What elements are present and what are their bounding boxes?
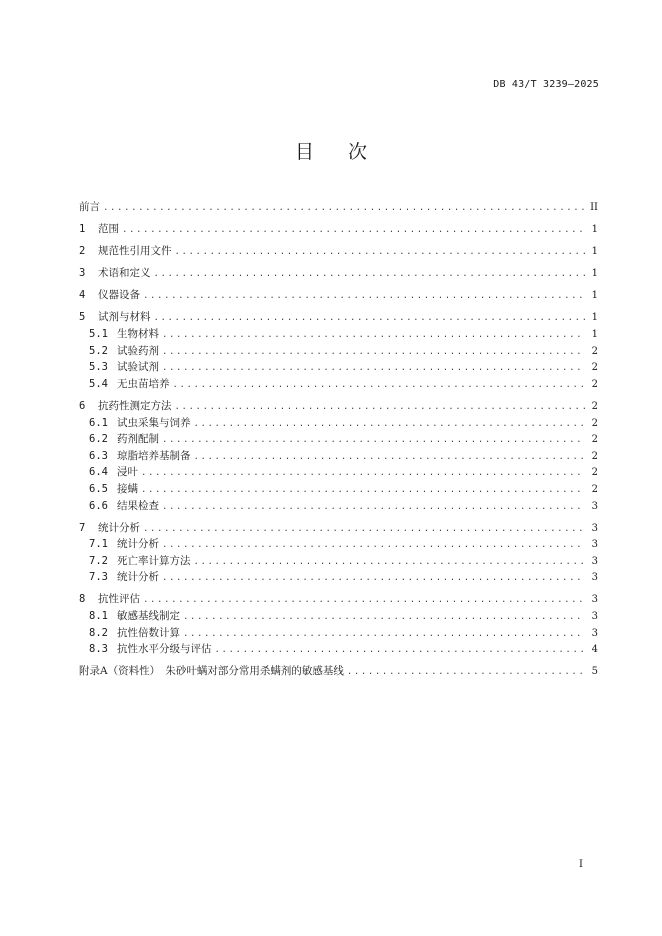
toc-entry-number: 6.3 — [89, 449, 108, 462]
toc-entry-number: 5.4 — [89, 377, 108, 390]
toc-entry-page: 1 — [591, 329, 598, 341]
toc-dot-leader — [175, 244, 586, 261]
toc-entry-number: 8.1 — [89, 610, 108, 623]
toc-entry-number: 6.2 — [89, 433, 108, 446]
toc-dot-leader — [122, 222, 585, 239]
toc-dot-leader — [154, 310, 586, 327]
toc-subentry[interactable] — [79, 608, 598, 625]
page-title: 目次 — [294, 141, 401, 163]
toc-entry-page: 3 — [591, 539, 598, 551]
toc-entry[interactable] — [79, 309, 598, 326]
toc-entry-page: 4 — [591, 644, 598, 656]
toc-entry-number: 2 — [79, 245, 86, 258]
toc-entry-page: 2 — [591, 417, 598, 429]
toc-dot-leader — [162, 499, 585, 516]
toc-entry-label: 结果检查 — [117, 499, 159, 512]
toc-entry-number: 8.2 — [89, 626, 108, 639]
toc-dot-leader — [347, 664, 585, 681]
toc-entry[interactable] — [79, 591, 598, 608]
toc-entry-number: 6.5 — [89, 482, 108, 495]
toc-entry-number: 6.4 — [89, 466, 108, 479]
toc-dot-leader — [162, 360, 585, 377]
toc-entry-label: 试剂与材料 — [98, 311, 151, 324]
toc-entry[interactable] — [79, 398, 598, 415]
toc-dot-leader — [162, 537, 585, 554]
toc-entry-label: 试验药剂 — [117, 344, 159, 357]
toc-subentry[interactable] — [79, 359, 598, 376]
toc-entry[interactable] — [79, 265, 598, 282]
page-number: I — [579, 859, 583, 870]
toc-entry-label: 试虫采集与饲养 — [117, 416, 191, 429]
toc-entry-page: 3 — [591, 500, 598, 512]
toc-dot-leader — [162, 327, 585, 344]
toc-entry-page: 2 — [591, 467, 598, 479]
toc-entry-number: 4 — [79, 289, 86, 302]
toc-subentry[interactable] — [79, 498, 598, 515]
toc-entry-number: 6.1 — [89, 416, 108, 429]
toc-subentry[interactable] — [79, 641, 598, 658]
toc-entry-number: 8 — [79, 593, 86, 606]
toc-entry-number: 7.3 — [89, 571, 108, 584]
toc-subentry[interactable] — [79, 569, 598, 586]
toc-dot-leader — [173, 377, 586, 394]
toc-entry-label: 规范性引用文件 — [98, 245, 172, 258]
toc-entry-label: 接螨 — [117, 482, 138, 495]
toc-entry-number: 5 — [79, 311, 86, 324]
toc-entry-label: 无虫苗培养 — [117, 377, 170, 390]
toc-entry-label: 琼脂培养基制备 — [117, 449, 191, 462]
toc-entry-page: 2 — [591, 434, 598, 446]
toc-entry-label: 浸叶 — [117, 466, 138, 479]
toc-entry-page: 1 — [591, 224, 598, 236]
toc-entry-page: 3 — [591, 611, 598, 623]
toc-entry-number: 7.1 — [89, 538, 108, 551]
toc-subentry[interactable] — [79, 464, 598, 481]
toc-dot-leader — [162, 344, 585, 361]
toc-entry[interactable] — [79, 520, 598, 537]
toc-dot-leader — [143, 288, 585, 305]
toc-entry[interactable] — [79, 663, 598, 680]
toc-dot-leader — [162, 432, 585, 449]
toc-dot-leader — [154, 266, 586, 283]
toc-entry-label: 附录A（资料性） 朱砂叶螨对部分常用杀螨剂的敏感基线 — [79, 665, 344, 678]
toc-dot-leader — [141, 465, 585, 482]
toc-entry-page: 1 — [591, 246, 598, 258]
toc-dot-leader — [175, 399, 586, 416]
toc-entry[interactable] — [79, 243, 598, 260]
toc-entry-page: 3 — [591, 522, 598, 534]
toc-entry-number: 5.2 — [89, 344, 108, 357]
toc-entry-label: 抗性倍数计算 — [117, 626, 180, 639]
toc-dot-leader — [194, 449, 586, 466]
toc-entry-label: 敏感基线制定 — [117, 610, 180, 623]
toc-entry-label: 抗性评估 — [98, 593, 140, 606]
toc-subentry[interactable] — [79, 536, 598, 553]
toc-subentry[interactable] — [79, 326, 598, 343]
table-of-contents — [79, 199, 598, 680]
toc-entry-number: 1 — [79, 223, 86, 236]
toc-entry-label: 抗性水平分级与评估 — [117, 643, 212, 656]
toc-dot-leader — [194, 416, 586, 433]
toc-entry-page: 2 — [591, 400, 598, 412]
toc-entry-page: 3 — [591, 594, 598, 606]
toc-subentry[interactable] — [79, 415, 598, 432]
toc-entry-label: 试验试剂 — [117, 361, 159, 374]
toc-entry-number: 8.3 — [89, 643, 108, 656]
toc-entry-number: 7 — [79, 521, 86, 534]
toc-entry-page: 1 — [591, 268, 598, 280]
toc-entry-number: 5.3 — [89, 361, 108, 374]
toc-entry-page: 3 — [591, 555, 598, 567]
toc-entry-page: 5 — [591, 666, 598, 678]
toc-entry-page: 3 — [591, 627, 598, 639]
toc-entry-page: 2 — [591, 345, 598, 357]
toc-entry[interactable] — [79, 221, 598, 238]
toc-entry-number: 7.2 — [89, 554, 108, 567]
toc-subentry[interactable] — [79, 343, 598, 360]
toc-entry-label: 范围 — [98, 223, 119, 236]
toc-subentry[interactable] — [79, 553, 598, 570]
toc-entry[interactable] — [79, 287, 598, 304]
toc-entry-page: 2 — [591, 450, 598, 462]
toc-dot-leader — [183, 609, 585, 626]
toc-dot-leader — [141, 482, 585, 499]
toc-entry-label: 统计分析 — [98, 521, 140, 534]
toc-dot-leader — [103, 200, 585, 217]
toc-entry[interactable] — [79, 199, 598, 216]
toc-subentry[interactable] — [79, 448, 598, 465]
toc-subentry[interactable] — [79, 431, 598, 448]
toc-entry-number: 5.1 — [89, 328, 108, 341]
toc-dot-leader — [194, 554, 586, 571]
toc-entry-label: 生物材料 — [117, 328, 159, 341]
toc-entry-number: 3 — [79, 267, 86, 280]
toc-entry-page: II — [590, 202, 598, 213]
toc-dot-leader — [215, 642, 586, 659]
toc-entry-label: 统计分析 — [117, 571, 159, 584]
toc-entry-page: 1 — [591, 290, 598, 302]
toc-entry-label: 统计分析 — [117, 538, 159, 551]
toc-entry-number: 6 — [79, 399, 86, 412]
toc-subentry[interactable] — [79, 625, 598, 642]
toc-entry-label: 术语和定义 — [98, 267, 151, 280]
toc-entry-label: 死亡率计算方法 — [117, 554, 191, 567]
toc-entry-page: 3 — [591, 572, 598, 584]
toc-entry-page: 1 — [591, 312, 598, 324]
toc-dot-leader — [143, 521, 585, 538]
toc-entry-label: 抗药性测定方法 — [98, 399, 172, 412]
toc-entry-number: 6.6 — [89, 499, 108, 512]
toc-entry-label: 前言 — [79, 201, 100, 213]
toc-entry-label: 药剂配制 — [117, 433, 159, 446]
toc-entry-page: 2 — [591, 483, 598, 495]
toc-dot-leader — [143, 592, 585, 609]
toc-dot-leader — [162, 570, 585, 587]
toc-entry-page: 2 — [591, 362, 598, 374]
toc-subentry[interactable] — [79, 376, 598, 393]
toc-entry-page: 2 — [591, 378, 598, 390]
document-code: DB 43/T 3239—2025 — [493, 79, 599, 90]
toc-dot-leader — [183, 626, 585, 643]
toc-subentry[interactable] — [79, 481, 598, 498]
toc-entry-label: 仪器设备 — [98, 289, 140, 302]
